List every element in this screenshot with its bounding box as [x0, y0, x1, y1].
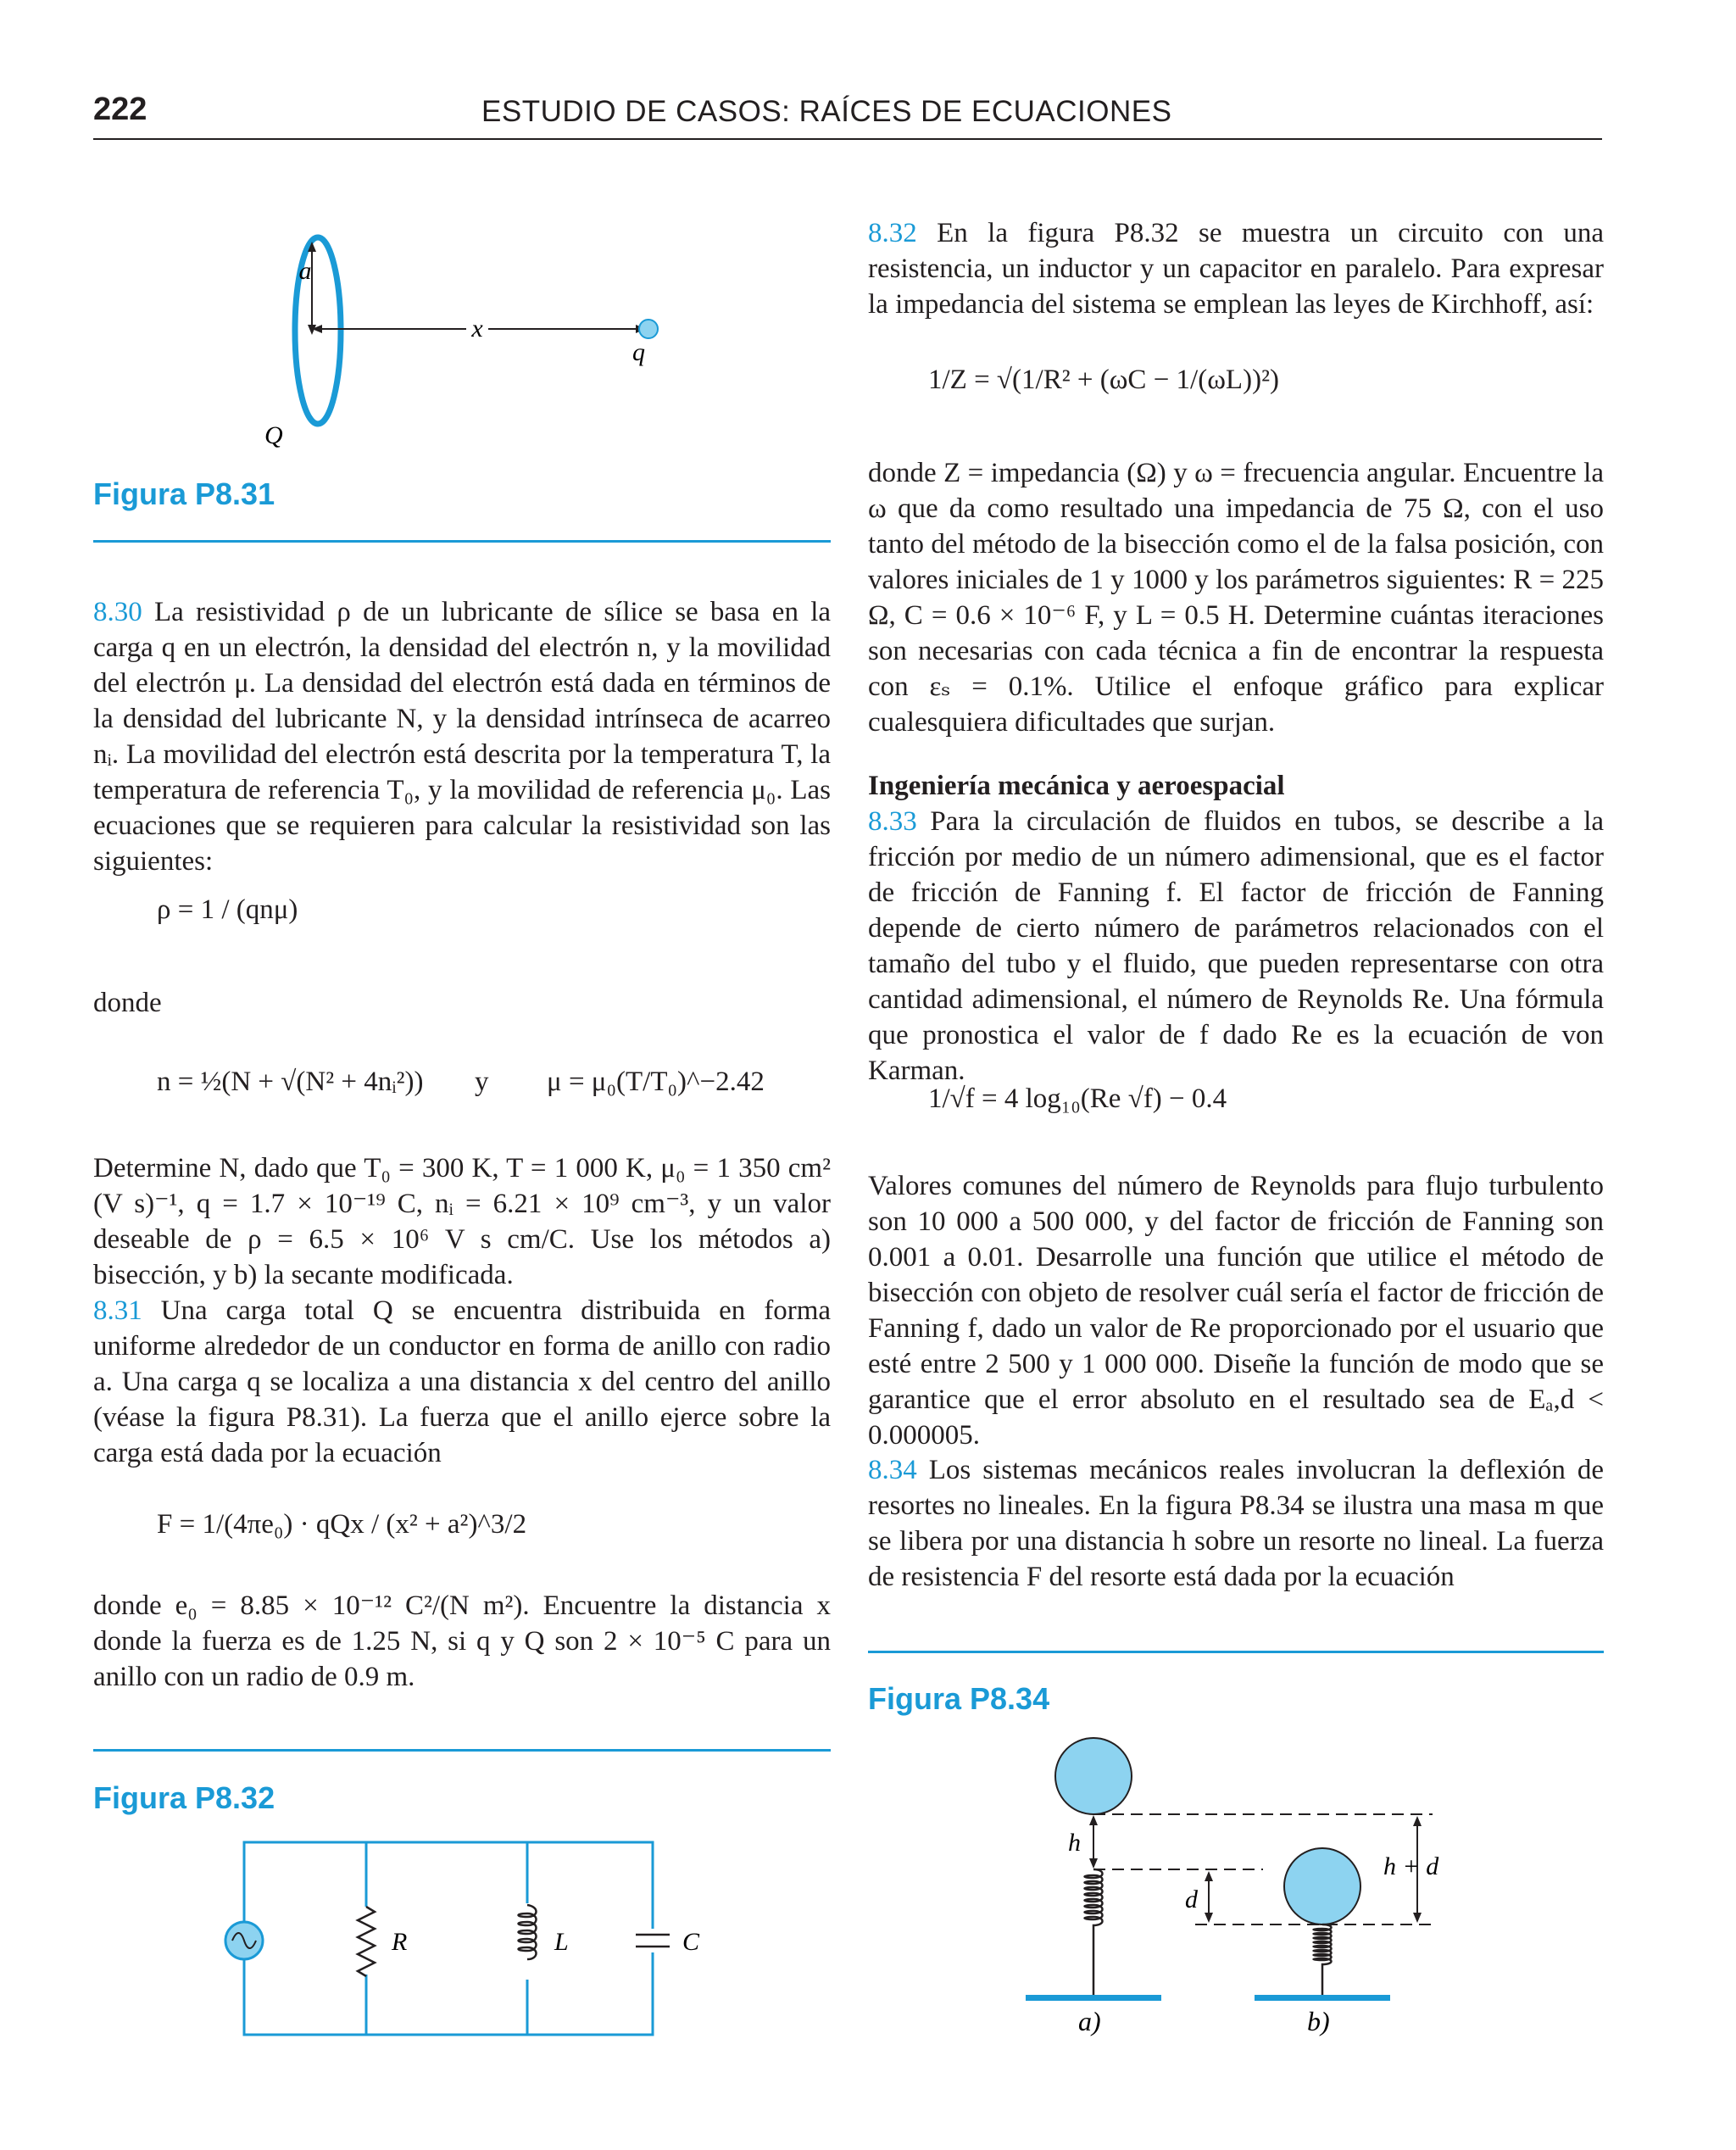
label-R: R: [392, 1928, 408, 1956]
figure-p834-diagram: [1009, 1725, 1483, 2035]
figure-p831-diagram: [254, 208, 695, 454]
problem-8-32-body: donde Z = impedancia (Ω) y ω = frecuencia angular. Encuentre la ω que da como resultado una impedancia de 75 Ω, con el uso tanto del método de la bisección como el de la falsa posición, con valores iniciales de 1 y 1000 y los parámetros siguientes: R = 225 Ω, C = 0.6 × 10⁻⁶ F, y L = 0.5 H. Determine cuántas iteraciones son necesarias con cada técnica a fin de encontrar la respuesta con εₛ = 0.1%. Utilice el enfoque gráfico para explicar cualesquiera dificultades que surjan.: [868, 458, 1604, 738]
problem-number: 8.30: [93, 597, 142, 627]
equation-fanning: 1/√f = 4 log₁₀(Re √f) − 0.4: [928, 1083, 1227, 1114]
figure-p832-caption: Figura P8.32: [93, 1780, 275, 1815]
label-a: a: [298, 257, 312, 285]
ground-a: [1026, 1995, 1161, 2001]
equation-Z: 1/Z = √(1/R² + (ωC − 1/(ωL))²): [928, 365, 1279, 395]
figure-p832-rule: [93, 1749, 831, 1752]
label-a-caption: a): [1078, 2006, 1101, 2036]
equation-mu: μ = μ₀(T/T₀)^−2.42: [547, 1067, 765, 1097]
label-d: d: [1185, 1885, 1198, 1913]
problem-intro: En la figura P8.32 se muestra un circuito con una resistencia, un inductor y un capacitor en paralelo. Para expresar la impedancia del sistema se emplean las leyes de Kirchhoff, así:: [868, 218, 1605, 320]
problem-number: 8.32: [868, 218, 917, 248]
figure-p831-caption: Figura P8.31: [93, 476, 275, 511]
figure-p834-rule: [868, 1651, 1604, 1653]
mass-a: [1055, 1738, 1132, 1814]
label-h-plus-d: h + d: [1383, 1852, 1439, 1880]
figure-p832-circuit: [220, 1835, 700, 2047]
label-b-caption: b): [1307, 2006, 1330, 2036]
ground-b: [1255, 1995, 1390, 2001]
label-x: x: [471, 315, 483, 343]
running-header-title: ESTUDIO DE CASOS: RAÍCES DE ECUACIONES: [481, 95, 1172, 128]
equation-rho: ρ = 1 / (qnμ): [157, 894, 298, 925]
spring-b: [1314, 1924, 1332, 1997]
equation-n: n = ½(N + √(N² + 4nᵢ²)): [157, 1067, 424, 1097]
problem-number: 8.34: [868, 1455, 917, 1485]
label-Q: Q: [264, 421, 283, 449]
problem-8-33: [868, 804, 1604, 1089]
problem-intro: Una carga total Q se encuentra distribuida en forma uniforme alrededor de un conductor en forma de anillo con radio a. Una carga q se localiza a una distancia x del centro del anillo (véase la figura P8.31). La fuerza que el anillo ejerce sobre la carga está dada por la ecuación: [93, 1295, 832, 1468]
header-rule: [93, 138, 1602, 140]
problem-8-30: [93, 594, 831, 879]
conjunction-y: y: [475, 1067, 489, 1097]
problem-intro: La resistividad ρ de un lubricante de sílice se basa en la carga q en un electrón, la densidad del electrón n, y la movilidad del electrón μ. La densidad del electrón está dada en términos de la densidad del lubricante N, y la densidad intrínseca de acarreo nᵢ. La movilidad del electrón está descrita por la temperatura T, la temperatura de referencia T₀, y la movilidad de referencia μ₀. Las ecuaciones que se requieren para calcular la resistividad son las siguientes:: [93, 597, 832, 877]
problem-intro: Para la circulación de fluidos en tubos, se describe a la fricción por medio de un número adimensional, que es el factor de fricción de Fanning f. El factor de fricción de Fanning depende de cierto número de parámetros relacionados con el tamaño del tubo y el fluido, que pueden representarse con otra cantidad adimensional, el número de Reynolds Re. Una fórmula que pronostica el valor de f dado Re es la ecuación de von Karman.: [868, 806, 1605, 1086]
donde-label: donde: [93, 988, 162, 1018]
problem-8-30-body: Determine N, dado que T₀ = 300 K, T = 1 000 K, μ₀ = 1 350 cm² (V s)⁻¹, q = 1.7 × 10⁻¹⁹ C, nᵢ = 6.21 × 10⁹ cm⁻³, y un valor deseable de ρ = 6.5 × 10⁶ V s cm/C. Use los métodos a) bisección, y b) la secante modificada.: [93, 1153, 831, 1290]
figure-p831-rule: [93, 540, 831, 543]
problem-number: 8.33: [868, 806, 917, 837]
figure-p834-caption: Figura P8.34: [868, 1681, 1050, 1716]
equation-F: F = 1/(4πe₀) · qQx / (x² + a²)^3/2: [157, 1509, 527, 1540]
problem-8-34: [868, 1452, 1604, 1595]
label-L: L: [554, 1928, 569, 1956]
problem-8-31: [93, 1293, 831, 1471]
label-q: q: [632, 338, 645, 366]
spring-a: [1085, 1869, 1103, 1997]
label-h: h: [1068, 1829, 1081, 1857]
section-heading: Ingeniería mecánica y aeroespacial: [868, 771, 1285, 801]
label-C: C: [682, 1928, 700, 1956]
problem-8-33-body: Valores comunes del número de Reynolds para flujo turbulento son 10 000 a 500 000, y del factor de fricción de Fanning son 0.001 a 0.01. Desarrolle una función que utilice el método de bisección con objeto de resolver cuál sería el factor de fricción de Fanning f, dado un valor de Re proporcionado por el usuario que esté entre 2 500 y 1 000 000. Diseñe la función de modo que se garantice que el error absoluto en el resultado sea de Eₐ,d < 0.000005.: [868, 1171, 1604, 1451]
problem-intro: Los sistemas mecánicos reales involucran la deflexión de resortes no lineales. En la figura P8.34 se ilustra una masa m que se libera por una distancia h sobre un resorte no lineal. La fuerza de resistencia F del resorte está dada por la ecuación: [868, 1455, 1604, 1592]
mass-b: [1284, 1848, 1360, 1924]
point-charge: [639, 320, 658, 338]
problem-8-32: [868, 215, 1604, 322]
problem-8-31-body: donde e₀ = 8.85 × 10⁻¹² C²/(N m²). Encuentre la distancia x donde la fuerza es de 1.25 N, si q y Q son 2 × 10⁻⁵ C para un anillo con un radio de 0.9 m.: [93, 1590, 831, 1692]
problem-number: 8.31: [93, 1295, 142, 1326]
page-number: 222: [93, 92, 147, 127]
